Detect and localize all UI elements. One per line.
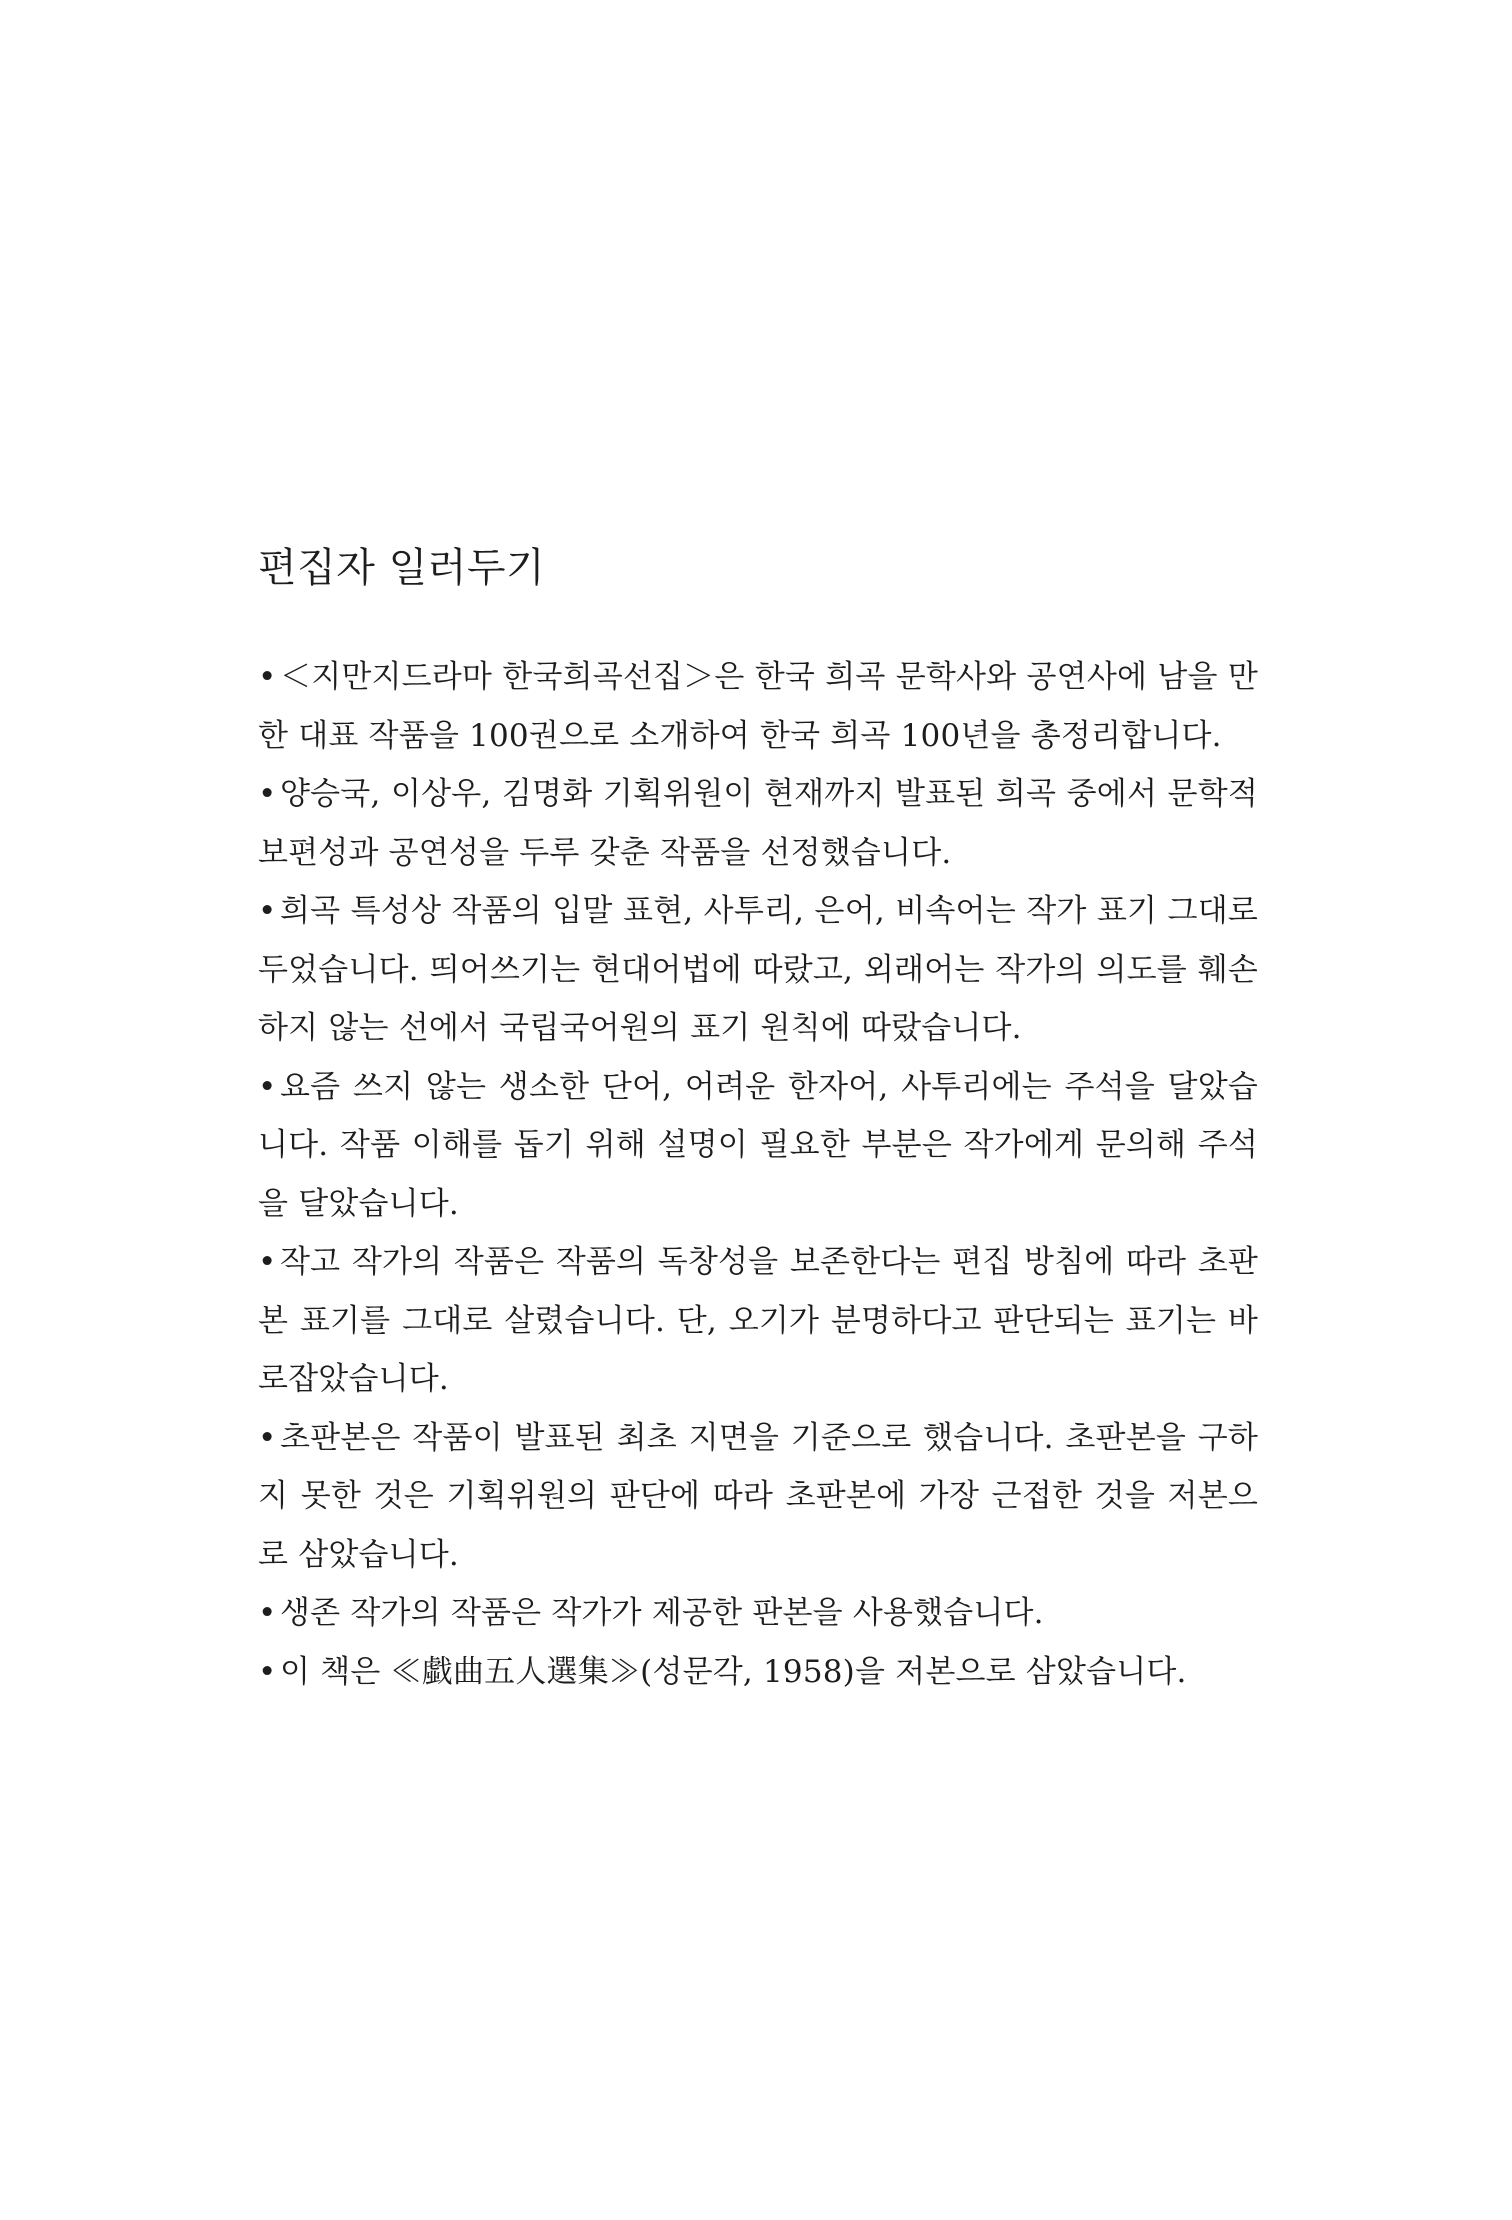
bullet-icon: • — [258, 1068, 277, 1105]
bullet-icon: • — [258, 659, 277, 695]
bullet-icon: • — [258, 1419, 277, 1456]
list-item — [258, 1643, 1258, 1702]
note-text: 요즘 쓰지 않는 생소한 단어, 어려운 한자어, 사투리에는 주석을 달았습니다. 작품 이해를 돕기 위해 설명이 필요한 부분은 작가에게 문의해 주석을 달았습니다. — [258, 1068, 1258, 1222]
list-item — [258, 648, 1258, 765]
list-item — [258, 765, 1258, 882]
note-text: 희곡 특성상 작품의 입말 표현, 사투리, 은어, 비속어는 작가 표기 그대로 두었습니다. 띄어쓰기는 현대어법에 따랐고, 외래어는 작가의 의도를 훼손하지 않는 선에서 국립국어원의 표기 원칙에 따랐습니다. — [258, 893, 1258, 1046]
bullet-icon: • — [258, 1653, 277, 1690]
note-text: 이 책은 ≪戱曲五人選集≫(성문각, 1958)을 저본으로 삼았습니다. — [280, 1653, 1187, 1690]
list-item — [258, 1058, 1258, 1234]
page-title: 편집자 일러두기 — [258, 545, 546, 591]
note-text: 작고 작가의 작품은 작품의 독창성을 보존한다는 편집 방침에 따라 초판본 표기를 그대로 살렸습니다. 단, 오기가 분명하다고 판단되는 표기는 바로잡았습니다. — [258, 1244, 1258, 1397]
list-item — [258, 1233, 1258, 1409]
note-text: 초판본은 작품이 발표된 최초 지면을 기준으로 했습니다. 초판본을 구하지 못한 것은 기획위원의 판단에 따라 초판본에 가장 근접한 것을 저본으로 삼았습니다. — [258, 1419, 1258, 1573]
editor-notes-list — [258, 648, 1258, 1701]
list-item — [258, 1409, 1258, 1585]
list-item — [258, 1584, 1258, 1643]
list-item — [258, 882, 1258, 1058]
note-text: 양승국, 이상우, 김명화 기획위원이 현재까지 발표된 희곡 중에서 문학적 보편성과 공연성을 두루 갖춘 작품을 선정했습니다. — [258, 776, 1258, 871]
bullet-icon: • — [258, 1244, 277, 1280]
note-text: ＜지만지드라마 한국희곡선집＞은 한국 희곡 문학사와 공연사에 남을 만한 대표 작품을 100권으로 소개하여 한국 희곡 100년을 총정리합니다. — [258, 659, 1258, 754]
bullet-icon: • — [258, 1595, 277, 1631]
note-text: 생존 작가의 작품은 작가가 제공한 판본을 사용했습니다. — [280, 1595, 1044, 1631]
bullet-icon: • — [258, 776, 277, 812]
bullet-icon: • — [258, 893, 277, 929]
